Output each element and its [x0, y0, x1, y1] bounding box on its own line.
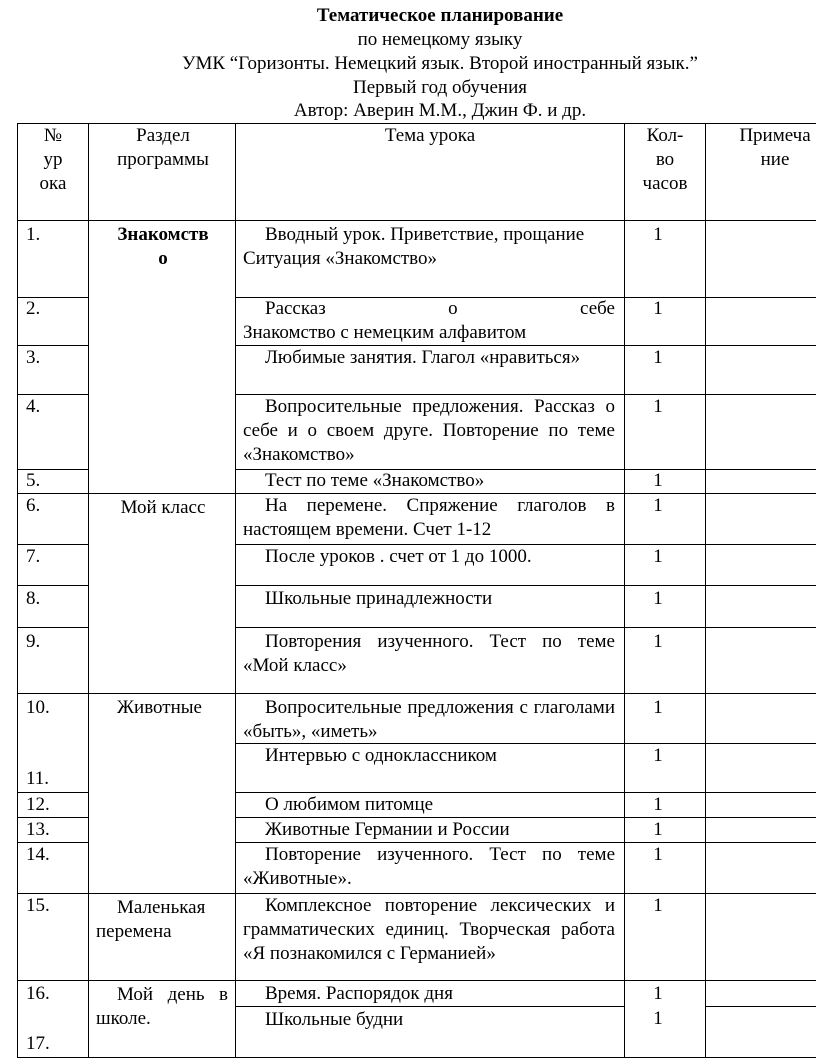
lesson-hours: 1 — [653, 794, 663, 815]
lesson-topic: Животные Германии и России — [265, 819, 510, 840]
lesson-topic: Повторение изученного. Тест по теме «Животные». — [243, 844, 615, 889]
lesson-topic: После уроков . счет от 1 до 1000. — [265, 546, 532, 567]
lesson-number: 6. — [26, 495, 41, 516]
header-lesson-number: № ур ока — [39, 125, 67, 194]
header-section: Раздел программы — [117, 125, 209, 170]
section-znakomstvo: Знакомств о — [117, 224, 209, 269]
lesson-number: 13. — [26, 819, 50, 840]
lesson-hours: 1 — [653, 819, 663, 840]
lesson-hours: 1 — [653, 588, 663, 609]
lesson-topic: О любимом питомце — [265, 794, 434, 815]
section-my-class: Мой класс — [120, 497, 206, 518]
authors-line: Автор: Аверин М.М., Джин Ф. и др. — [293, 100, 587, 121]
lesson-topic: Вводный урок. Приветствие, прощание Ситуация «Знакомство» — [243, 224, 585, 269]
header-notes: Примеча ние — [739, 125, 811, 170]
lesson-topic: На перемене. Спряжение глаголов в настоящем времени. Счет 1-12 — [243, 495, 615, 540]
year-line: Первый год обучения — [352, 77, 527, 98]
lesson-number: 12. — [26, 794, 50, 815]
lesson-hours: 1 — [653, 844, 663, 865]
lesson-topic: Школьные будни — [265, 1009, 404, 1030]
lesson-number: 17. — [26, 1033, 50, 1054]
lesson-number: 1. — [26, 224, 41, 245]
lesson-topic: Любимые занятия. Глагол «нравиться» — [265, 347, 581, 368]
lesson-number: 10. — [26, 697, 50, 718]
lesson-number: 15. — [26, 895, 50, 916]
section-my-day: Мой день в школе. — [96, 984, 228, 1029]
section-animals: Животные — [117, 697, 202, 718]
lesson-hours: 1 — [653, 298, 663, 319]
lesson-number: 8. — [26, 588, 41, 609]
lesson-topic: Повторения изученного. Тест по теме «Мой класс» — [243, 631, 615, 676]
header-hours: Кол- во часов — [642, 125, 688, 194]
lesson-hours: 1 — [653, 983, 663, 1004]
lesson-topic: Рассказ о себе Знакомство с немецким алфавитом — [243, 298, 615, 343]
lesson-hours: 1 — [653, 631, 663, 652]
lesson-hours: 1 — [653, 1008, 663, 1029]
lesson-number: 5. — [26, 470, 41, 491]
lesson-number: 16. — [26, 983, 50, 1004]
lesson-topic: Комплексное повторение лексических и грамматических единиц. Творческая работа «Я познакомился с Германией» — [243, 895, 615, 964]
lesson-hours: 1 — [653, 697, 663, 718]
lesson-number: 2. — [26, 298, 41, 319]
header-topic: Тема урока — [384, 125, 476, 146]
lesson-hours: 1 — [653, 396, 663, 417]
lesson-number: 14. — [26, 844, 50, 865]
page-title: Тематическое планирование — [316, 5, 564, 26]
lesson-topic: Вопросительные предложения. Рассказ о себе и о своем друге. Повторение по теме «Знакомство» — [243, 396, 615, 465]
lesson-topic: Тест по теме «Знакомство» — [265, 470, 485, 491]
lesson-topic: Школьные принадлежности — [265, 588, 493, 609]
lesson-number: 4. — [26, 396, 41, 417]
umk-line: УМК “Горизонты. Немецкий язык. Второй иностранный язык.” — [182, 53, 698, 74]
lesson-hours: 1 — [653, 745, 663, 766]
lesson-topic: Интервью с одноклассником — [265, 745, 497, 766]
lesson-number: 9. — [26, 631, 41, 652]
lesson-hours: 1 — [653, 470, 663, 491]
section-small-break: Маленькая перемена — [96, 897, 206, 942]
lesson-hours: 1 — [653, 347, 663, 368]
lesson-topic: Вопросительные предложения с глаголами «быть», «иметь» — [243, 697, 615, 742]
lesson-number: 3. — [26, 347, 41, 368]
lesson-hours: 1 — [653, 224, 663, 245]
lesson-topic: Время. Распорядок дня — [265, 983, 453, 1004]
lesson-number: 7. — [26, 546, 41, 567]
subject-line: по немецкому языку — [357, 29, 523, 50]
lesson-hours: 1 — [653, 495, 663, 516]
lesson-hours: 1 — [653, 895, 663, 916]
lesson-number: 11. — [26, 768, 50, 789]
lesson-hours: 1 — [653, 546, 663, 567]
